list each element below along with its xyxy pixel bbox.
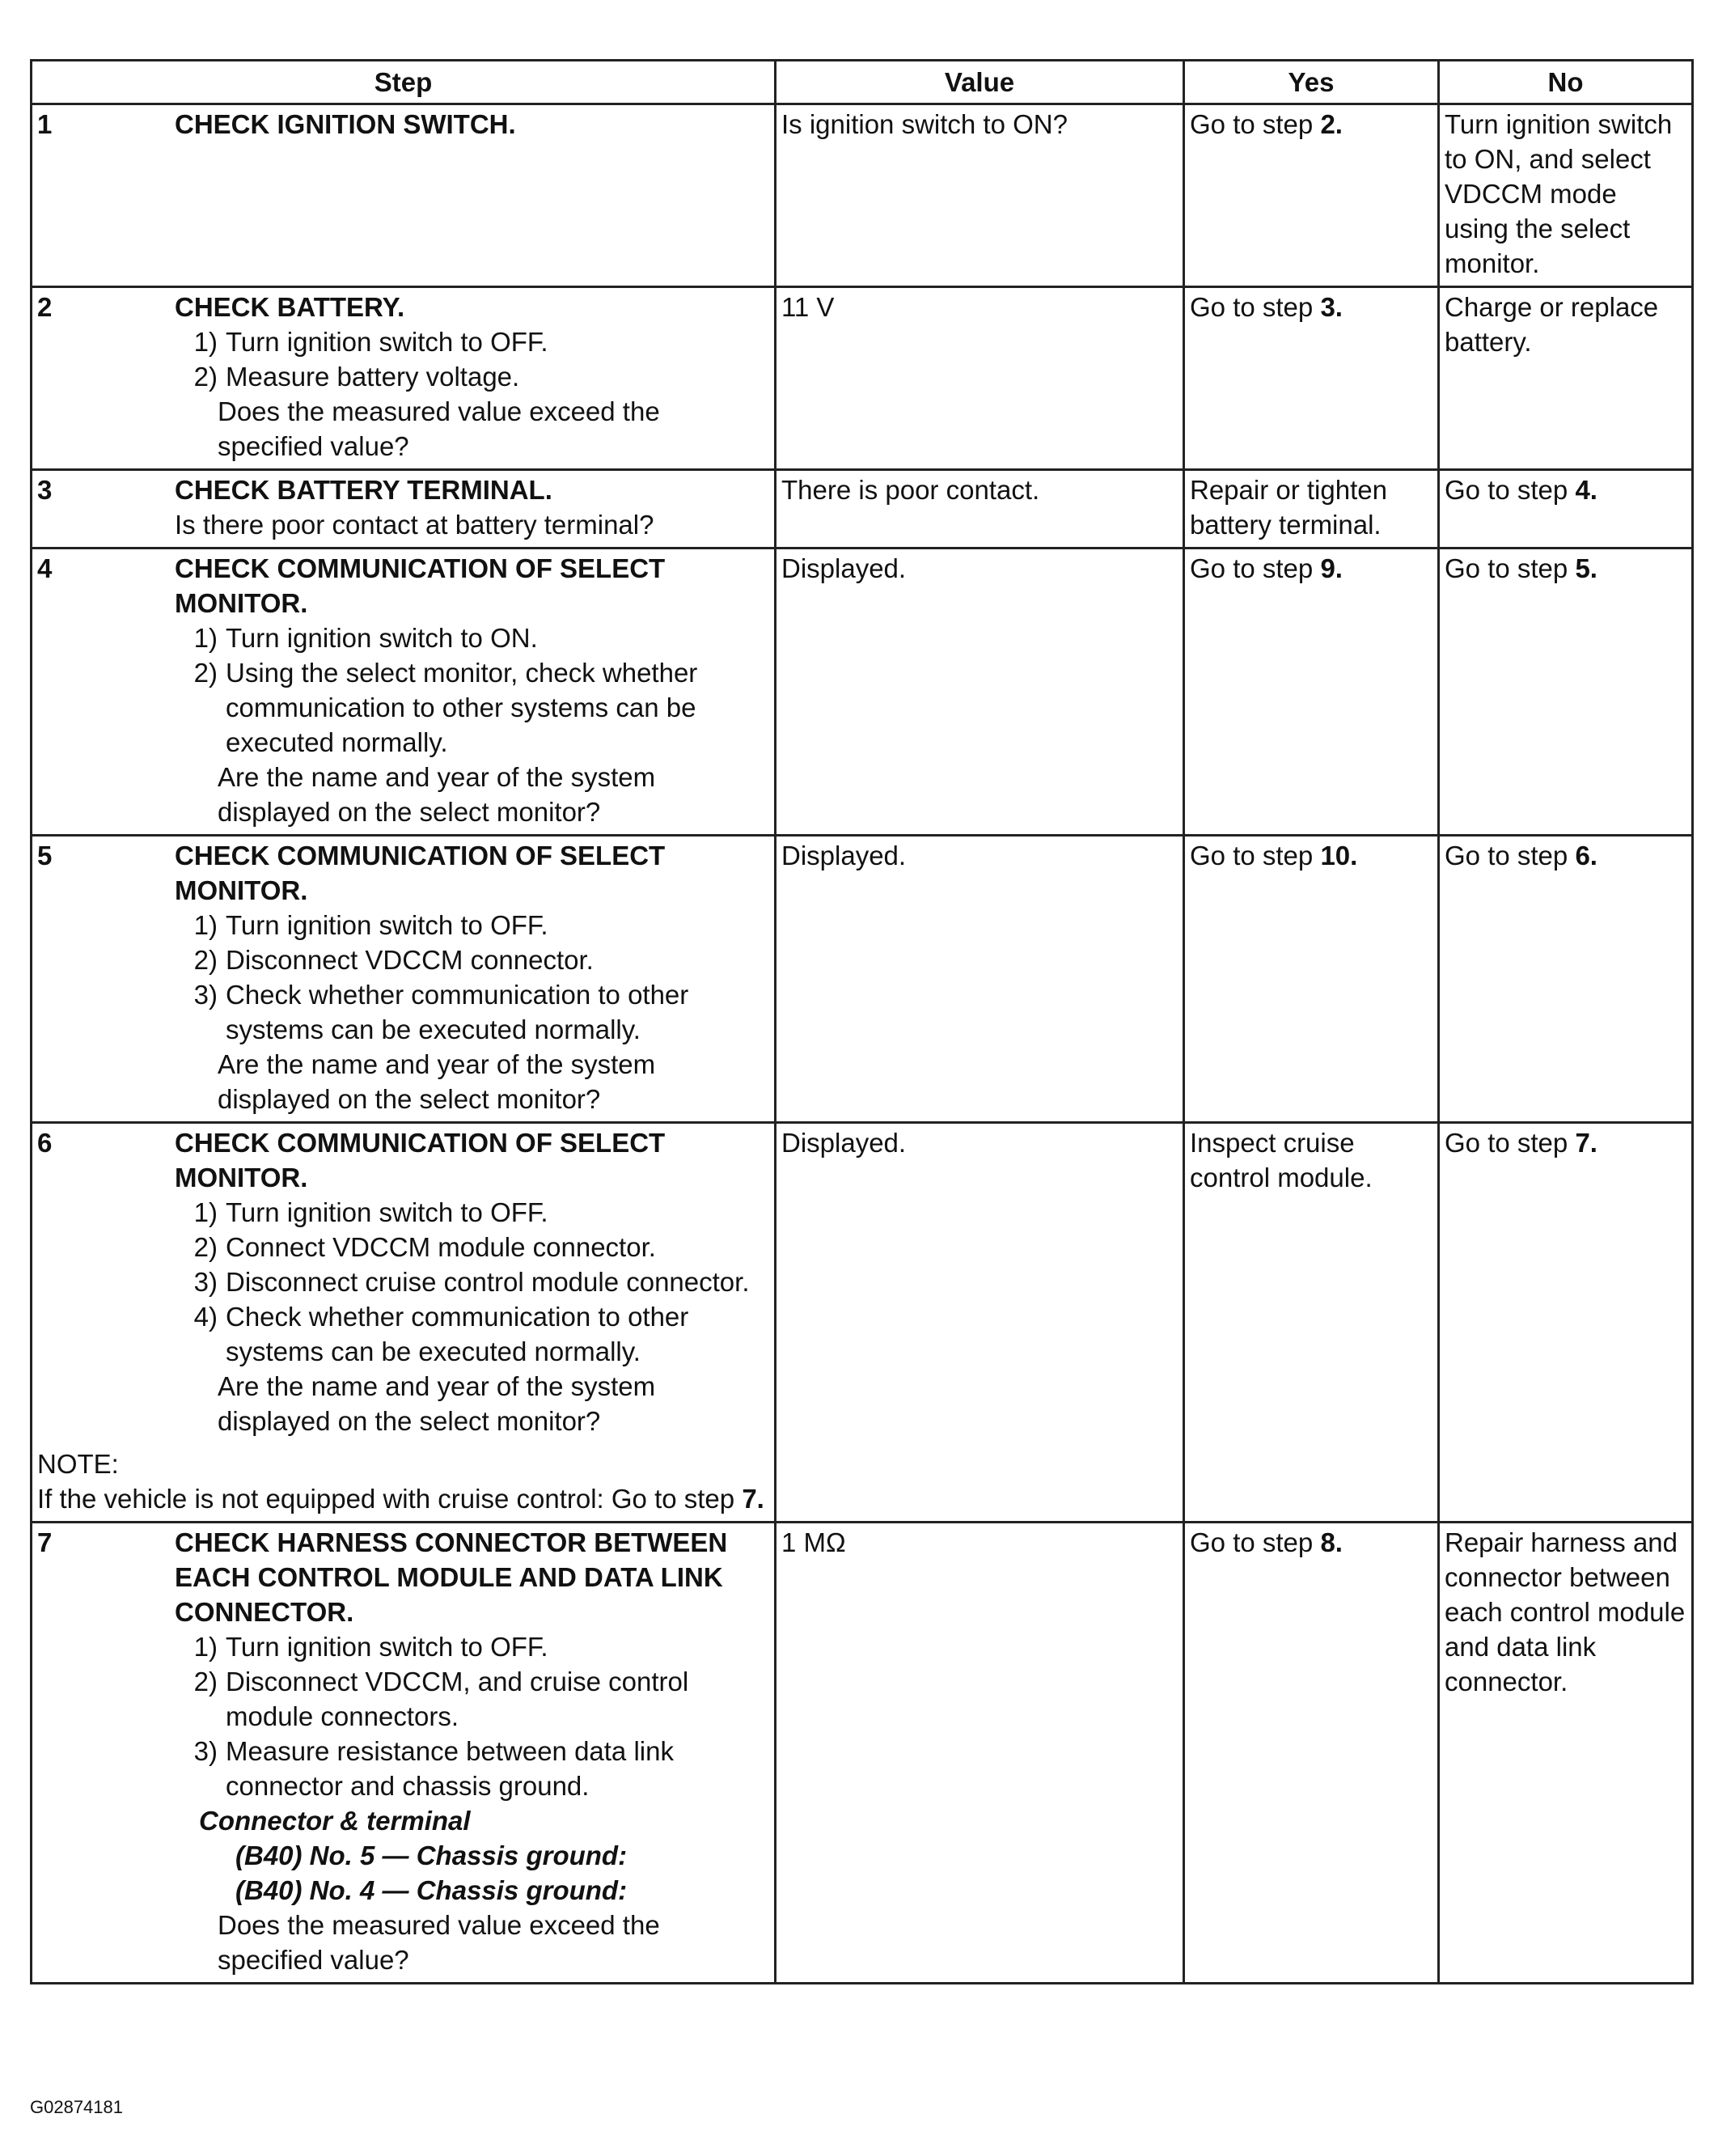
procedure-item (175, 1230, 769, 1264)
no-cell: Repair harness and connector between each control module and data link connector. (1439, 1523, 1693, 1984)
item-text: Disconnect cruise control module connector. (226, 1267, 750, 1297)
step-number: 2 (37, 292, 53, 322)
step-cell (32, 549, 776, 836)
table-row (32, 470, 1693, 549)
note-label: NOTE: (37, 1449, 119, 1479)
step-cell (32, 470, 776, 549)
item-number: 1) (193, 1632, 218, 1662)
step-cell (32, 287, 776, 470)
item-text: Turn ignition switch to OFF. (226, 327, 548, 357)
step-question: Are the name and year of the system displayed on the select monitor? (218, 1049, 656, 1114)
table-row (32, 836, 1693, 1123)
procedure-item (175, 324, 769, 359)
item-text: Using the select monitor, check whether communication to other systems can be executed normally. (226, 658, 698, 757)
step-number: 4 (37, 553, 53, 583)
no-step-ref: 5. (1575, 553, 1597, 583)
no-step-ref: 4. (1575, 475, 1597, 505)
yes-cell: Repair or tighten battery terminal. (1184, 470, 1439, 549)
value-cell: Displayed. (776, 549, 1184, 836)
step-title: CHECK BATTERY TERMINAL. (175, 475, 552, 505)
procedure-item (175, 1629, 769, 1664)
no-cell (1439, 470, 1693, 549)
step-number: 3 (37, 475, 53, 505)
item-number: 1) (193, 1197, 218, 1227)
item-text: Check whether communication to other systems can be executed normally. (226, 1302, 689, 1366)
yes-cell (1184, 549, 1439, 836)
header-step: Step (32, 61, 776, 104)
yes-cell (1184, 287, 1439, 470)
item-number: 1) (193, 623, 218, 653)
yes-text: Go to step (1190, 109, 1321, 139)
step-question: Does the measured value exceed the specified value? (218, 396, 660, 461)
no-text: Go to step (1445, 841, 1576, 870)
step-title: CHECK BATTERY. (175, 292, 405, 322)
item-number: 3) (193, 1736, 218, 1766)
item-number: 1) (193, 327, 218, 357)
item-text: Connect VDCCM module connector. (226, 1232, 656, 1262)
value-cell: Displayed. (776, 1123, 1184, 1523)
yes-step-ref: 8. (1320, 1527, 1343, 1557)
yes-text: Go to step (1190, 841, 1321, 870)
item-text: Turn ignition switch to OFF. (226, 1632, 548, 1662)
yes-step-ref: 3. (1320, 292, 1343, 322)
no-cell: Charge or replace battery. (1439, 287, 1693, 470)
step-question: Is there poor contact at battery terminal? (175, 510, 654, 540)
item-text: Turn ignition switch to OFF. (226, 1197, 548, 1227)
step-number: 6 (37, 1128, 53, 1158)
yes-text: Go to step (1190, 292, 1321, 322)
value-cell: 1 MΩ (776, 1523, 1184, 1984)
step-question: Does the measured value exceed the specified value? (218, 1910, 660, 1975)
table-row (32, 549, 1693, 836)
yes-cell (1184, 836, 1439, 1123)
step-cell (32, 1123, 776, 1523)
no-step-ref: 6. (1575, 841, 1597, 870)
item-number: 1) (193, 910, 218, 940)
table-row (32, 1523, 1693, 1984)
note-step-ref: 7. (742, 1484, 764, 1514)
procedure-item (175, 1734, 769, 1803)
item-text: Measure battery voltage. (226, 362, 520, 392)
item-number: 2) (193, 1232, 218, 1262)
table-row (32, 104, 1693, 287)
item-text: Turn ignition switch to OFF. (226, 910, 548, 940)
step-number: 5 (37, 841, 53, 870)
no-step-ref: 7. (1575, 1128, 1597, 1158)
connector-item: (B40) No. 5 — Chassis ground: (235, 1840, 628, 1870)
no-cell (1439, 1123, 1693, 1523)
step-title: CHECK IGNITION SWITCH. (175, 109, 516, 139)
procedure-item (175, 359, 769, 394)
yes-step-ref: 9. (1320, 553, 1343, 583)
connector-item: (B40) No. 4 — Chassis ground: (235, 1875, 628, 1905)
diagnostic-table (30, 59, 1694, 1984)
item-number: 2) (193, 362, 218, 392)
procedure-item (175, 1264, 769, 1299)
no-cell (1439, 836, 1693, 1123)
step-title: CHECK HARNESS CONNECTOR BETWEEN EACH CONTROL MODULE AND DATA LINK CONNECTOR. (175, 1527, 728, 1627)
procedure-item (175, 942, 769, 977)
yes-text: Go to step (1190, 553, 1321, 583)
item-number: 2) (193, 658, 218, 688)
item-text: Check whether communication to other systems can be executed normally. (226, 980, 689, 1044)
step-cell (32, 836, 776, 1123)
step-question: Are the name and year of the system displayed on the select monitor? (218, 1371, 656, 1436)
item-text: Measure resistance between data link connector and chassis ground. (226, 1736, 674, 1801)
procedure-item (175, 621, 769, 655)
value-cell: Is ignition switch to ON? (776, 104, 1184, 287)
item-number: 4) (193, 1302, 218, 1332)
item-number: 3) (193, 980, 218, 1010)
no-cell (1439, 549, 1693, 836)
no-text: Go to step (1445, 553, 1576, 583)
step-title: CHECK COMMUNICATION OF SELECT MONITOR. (175, 841, 666, 905)
step-number: 7 (37, 1527, 53, 1557)
header-yes: Yes (1184, 61, 1439, 104)
item-number: 2) (193, 945, 218, 975)
yes-cell (1184, 104, 1439, 287)
yes-step-ref: 2. (1320, 109, 1343, 139)
procedure-item (175, 1195, 769, 1230)
no-text: Go to step (1445, 475, 1576, 505)
header-value: Value (776, 61, 1184, 104)
note-text (37, 1481, 769, 1516)
no-cell: Turn ignition switch to ON, and select VDCCM mode using the select monitor. (1439, 104, 1693, 287)
procedure-item (175, 908, 769, 942)
procedure-item (175, 1299, 769, 1369)
step-cell (32, 1523, 776, 1984)
header-row (32, 61, 1693, 104)
yes-cell (1184, 1523, 1439, 1984)
yes-text: Go to step (1190, 1527, 1321, 1557)
item-number: 3) (193, 1267, 218, 1297)
connector-title: Connector & terminal (199, 1806, 471, 1836)
item-text: Disconnect VDCCM, and cruise control module connectors. (226, 1667, 689, 1731)
step-number: 1 (37, 109, 53, 139)
step-title: CHECK COMMUNICATION OF SELECT MONITOR. (175, 1128, 666, 1192)
procedure-item (175, 1664, 769, 1734)
yes-cell: Inspect cruise control module. (1184, 1123, 1439, 1523)
figure-id: G02874181 (30, 2097, 123, 2117)
item-text: Turn ignition switch to ON. (226, 623, 538, 653)
yes-step-ref: 10. (1320, 841, 1358, 870)
step-cell (32, 104, 776, 287)
step-title: CHECK COMMUNICATION OF SELECT MONITOR. (175, 553, 666, 618)
table-row (32, 1123, 1693, 1523)
item-text: Disconnect VDCCM connector. (226, 945, 594, 975)
value-cell: 11 V (776, 287, 1184, 470)
note-body: If the vehicle is not equipped with cruise control: Go to step (37, 1484, 743, 1514)
no-text: Go to step (1445, 1128, 1576, 1158)
procedure-item (175, 655, 769, 760)
header-no: No (1439, 61, 1693, 104)
table-row (32, 287, 1693, 470)
value-cell: There is poor contact. (776, 470, 1184, 549)
item-number: 2) (193, 1667, 218, 1696)
step-question: Are the name and year of the system displayed on the select monitor? (218, 762, 656, 827)
value-cell: Displayed. (776, 836, 1184, 1123)
procedure-item (175, 977, 769, 1047)
